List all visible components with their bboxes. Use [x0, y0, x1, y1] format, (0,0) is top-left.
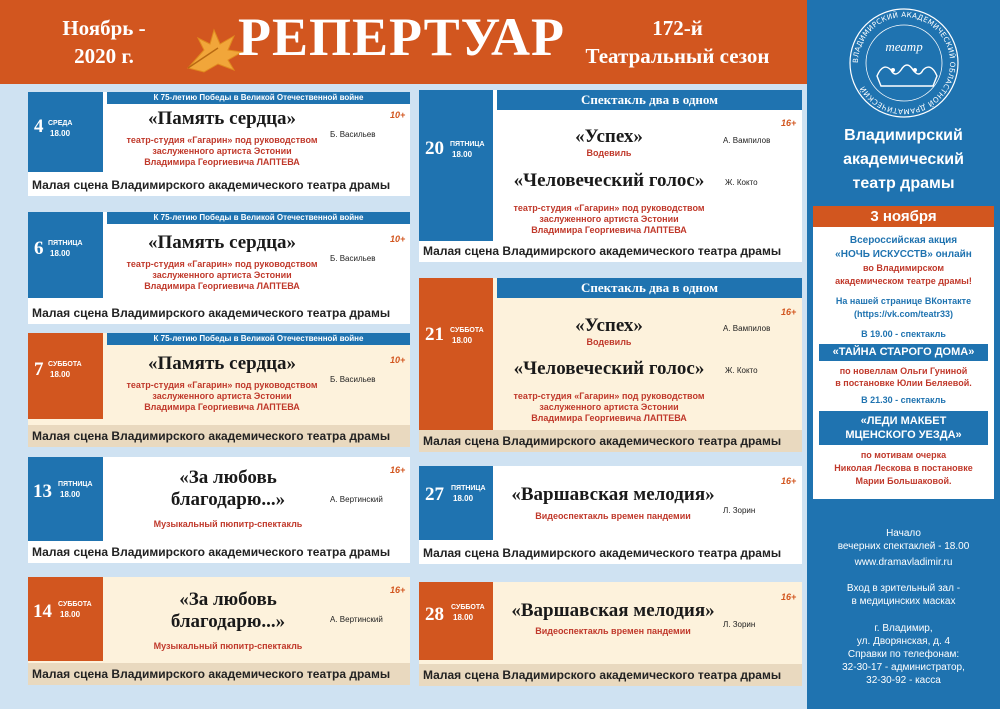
event-card[interactable]: [419, 466, 802, 564]
play-credits: театр-студия «Гагарин» под руководством заслуженного артиста Эстонии Владимира Георгиевича ЛАПТЕВА: [126, 135, 318, 167]
play-subtitle: Музыкальный пюпитр-спектакль: [153, 519, 303, 529]
play-credits: театр-студия «Гагарин» под руководством заслуженного артиста Эстонии Владимира Георгиевича ЛАПТЕВА: [513, 391, 705, 423]
event-card[interactable]: [419, 582, 802, 686]
play-title: «Варшавская мелодия»: [511, 484, 715, 505]
play-author: Б. Васильев: [330, 130, 376, 139]
promo-box: Всероссийская акция «НОЧЬ ИСКУССТВ» онлайн во Владимирском академическом театре драмы! На нашей странице ВКонтакте (https://vk.com/teatr33) В 19.00 - спектакль «ТАЙНА СТАРОГО ДОМА» по новеллам Ольги Гуниной в постановке Юлии Беляевой. В 21.30 - спектакль «ЛЕДИ МАКБЕТ МЦЕНСКОГО УЕЗДА» по мотивам очерка Николая Лескова в постановке Марии Большаковой.: [813, 227, 994, 499]
promo-date: 3 ноября: [813, 206, 994, 227]
venue-label: Малая сцена Владимирского академического театра драмы: [423, 244, 782, 258]
website-link[interactable]: www.dramavladimir.ru: [854, 557, 953, 568]
age-rating: 16+: [390, 585, 406, 595]
venue-label: Малая сцена Владимирского академического театра драмы: [32, 545, 391, 559]
play-title: «Человеческий голос»: [513, 358, 705, 379]
venue-label: Малая сцена Владимирского академического театра драмы: [28, 425, 410, 447]
event-banner: К 75-летию Победы в Великой Отечественной войне: [107, 92, 410, 104]
date-block: 4 СРЕДА 18.00: [28, 92, 103, 172]
play-title: «Память сердца»: [147, 108, 297, 129]
page-title: РЕПЕРТУАР: [238, 7, 565, 67]
event-card[interactable]: [28, 212, 410, 324]
date-block: 21 СУББОТА 18.00: [419, 278, 493, 430]
age-rating: 10+: [390, 234, 406, 244]
date-block: 27 ПЯТНИЦА 18.00: [419, 466, 493, 540]
event-banner: К 75-летию Победы в Великой Отечественной войне: [107, 333, 410, 345]
event-banner: Спектакль два в одном: [497, 278, 802, 298]
event-card[interactable]: [28, 92, 410, 196]
venue-label: Малая сцена Владимирского академического театра драмы: [32, 306, 391, 320]
venue-label: Малая сцена Владимирского академического театра драмы: [32, 178, 391, 192]
date-block: 6 ПЯТНИЦА 18.00: [28, 212, 103, 298]
month-label: Ноябрь - 2020 г.: [62, 16, 146, 68]
age-rating: 16+: [781, 118, 797, 128]
play-subtitle: Музыкальный пюпитр-спектакль: [153, 641, 303, 651]
play-author: Ж. Кокто: [725, 366, 758, 375]
autumn-leaf-icon: [184, 28, 246, 76]
age-rating: 16+: [781, 476, 797, 486]
play-title: «За любовь благодарю...»: [170, 467, 286, 510]
event-banner: Спектакль два в одном: [497, 90, 802, 110]
svg-text:театр: театр: [885, 39, 923, 54]
theatre-logo-icon: [847, 6, 961, 120]
svg-text:ВЛАДИМИРСКИЙ АКАДЕМИЧЕСКИЙ ОБЛ: ВЛАДИМИРСКИЙ АКАДЕМИЧЕСКИЙ ОБЛАСТНОЙ ДРАМАТИЧЕСКИЙ: [850, 9, 958, 117]
play-title: «Память сердца»: [147, 353, 297, 374]
play-credits: театр-студия «Гагарин» под руководством заслуженного артиста Эстонии Владимира Георгиевича ЛАПТЕВА: [126, 259, 318, 291]
date-block: 20 ПЯТНИЦА 18.00: [419, 90, 493, 241]
play-author: Б. Васильев: [330, 375, 376, 384]
promo-play-1: «ТАЙНА СТАРОГО ДОМА»: [819, 344, 988, 361]
play-title: «За любовь благодарю...»: [170, 589, 286, 632]
play-author: А. Вертинский: [330, 615, 383, 624]
play-title: «Память сердца»: [147, 232, 297, 253]
play-author: Л. Зорин: [723, 620, 756, 629]
event-card[interactable]: [419, 90, 802, 262]
play-author: Ж. Кокто: [725, 178, 758, 187]
play-subtitle: Видеоспектакль времен пандемии: [535, 626, 691, 636]
play-credits: театр-студия «Гагарин» под руководством заслуженного артиста Эстонии Владимира Георгиевича ЛАПТЕВА: [126, 380, 318, 412]
play-author: Л. Зорин: [723, 506, 756, 515]
event-banner: К 75-летию Победы в Великой Отечественной войне: [107, 212, 410, 224]
header-banner: [0, 0, 807, 84]
venue-label: Малая сцена Владимирского академического театра драмы: [419, 430, 802, 452]
play-author: А. Вампилов: [723, 136, 771, 145]
season-label: 172-й Театральный сезон: [585, 16, 770, 68]
play-genre: Водевиль: [586, 148, 632, 158]
date-block: 28 СУББОТА 18.00: [419, 582, 493, 660]
play-subtitle: Видеоспектакль времен пандемии: [535, 511, 691, 521]
play-credits: театр-студия «Гагарин» под руководством заслуженного артиста Эстонии Владимира Георгиевича ЛАПТЕВА: [513, 203, 705, 235]
date-block: 14 СУББОТА 18.00: [28, 577, 103, 661]
age-rating: 16+: [390, 465, 406, 475]
event-card[interactable]: [28, 577, 410, 685]
age-rating: 16+: [781, 592, 797, 602]
play-genre: Водевиль: [586, 337, 632, 347]
date-block: 13 ПЯТНИЦА 18.00: [28, 457, 103, 541]
play-title: «Варшавская мелодия»: [511, 600, 715, 621]
play-title: «Успех»: [575, 126, 643, 147]
date-block: 7 СУББОТА 18.00: [28, 333, 103, 419]
event-card[interactable]: [419, 278, 802, 452]
play-title: «Успех»: [575, 315, 643, 336]
venue-label: Малая сцена Владимирского академического театра драмы: [423, 546, 782, 560]
venue-label: Малая сцена Владимирского академического театра драмы: [419, 664, 802, 686]
play-title: «Человеческий голос»: [513, 170, 705, 191]
age-rating: 10+: [390, 110, 406, 120]
play-author: А. Вампилов: [723, 324, 771, 333]
theatre-name: Владимирский академический театр драмы: [843, 127, 964, 192]
event-card[interactable]: [28, 457, 410, 563]
age-rating: 10+: [390, 355, 406, 365]
age-rating: 16+: [781, 307, 797, 317]
venue-label: Малая сцена Владимирского академического театра драмы: [28, 663, 410, 685]
play-author: А. Вертинский: [330, 495, 383, 504]
sidebar: ВЛАДИМИРСКИЙ АКАДЕМИЧЕСКИЙ ОБЛАСТНОЙ ДРАМАТИЧЕСКИЙ театр Владимирский академический театр драмы 3 ноября Всероссийская акция «НОЧЬ ИСКУССТВ» онлайн во Владимирском академическом театре драмы! На нашей странице ВКонтакте (https://vk.com/teatr33) В 19.00 - спектакль «ТАЙНА СТАРОГО ДОМА» по новеллам Ольги Гуниной в постановке Юлии Беляевой. В 21.30 - спектакль «ЛЕДИ МАКБЕТ МЦЕНСКОГО УЕЗДА» по мотивам очерка Николая Лескова в постановке Марии Большаковой. Начало вечерних спектаклей - 18.00 www.dramavladimir.ru Вход в зрительный зал - в медицинских масках г. Владимир, ул. Дворянская, д. 4 Справки по телефонам: 32-30-17 - администратор, 32-30-92 - касса: [807, 0, 1000, 709]
play-author: Б. Васильев: [330, 254, 376, 263]
promo-play-2: «ЛЕДИ МАКБЕТ МЦЕНСКОГО УЕЗДА»: [819, 411, 988, 445]
event-card[interactable]: [28, 333, 410, 447]
